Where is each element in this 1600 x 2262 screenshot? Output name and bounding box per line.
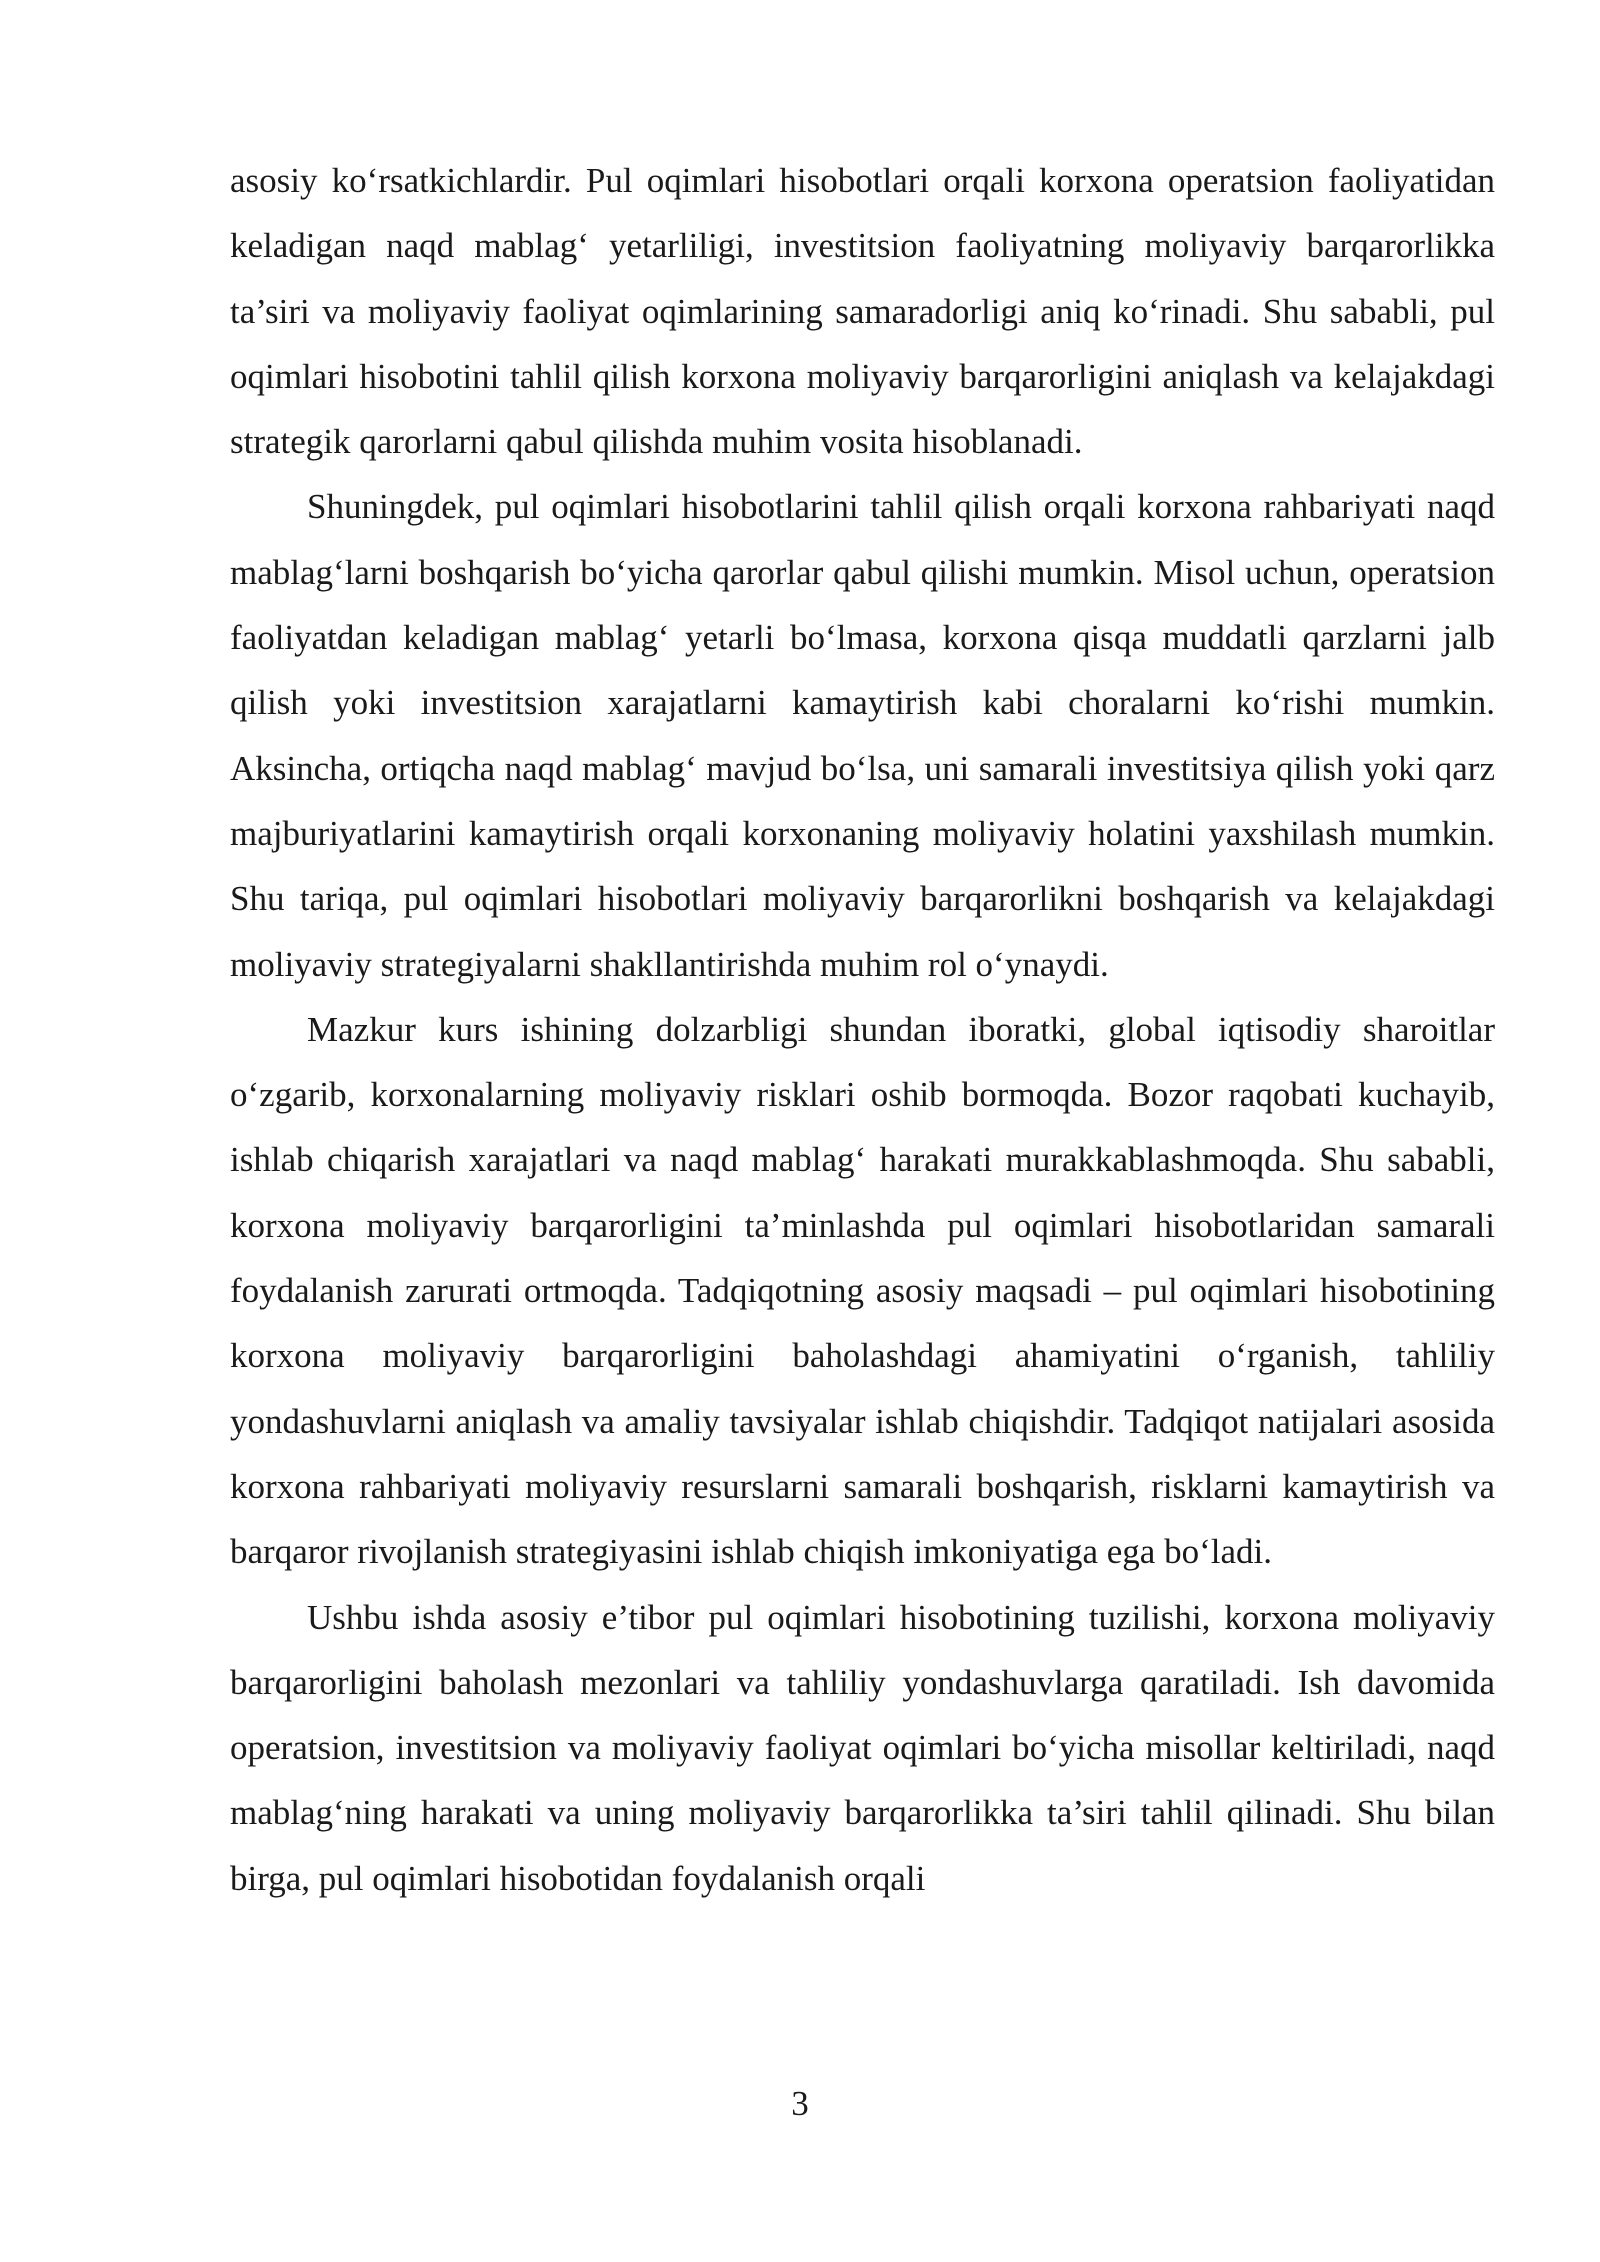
paragraph: Mazkur kurs ishining dolzarbligi shundan iboratki, global iqtisodiy sharoitlar o‘zgarib, korxonalarning moliyaviy risklari oshib bormoqda. Bozor raqobati kuchayib, ishlab chiqarish xarajatlari va naqd mablag‘ harakati murakkablashmoqda. Shu sababli, korxona moliyaviy barqarorligini ta’minlashda pul oqimlari hisobotlaridan samarali foydalanish zarurati ortmoqda. Tadqiqotning asosiy maqsadi – pul oqimlari hisobotining korxona moliyaviy barqarorligini baholashdagi ahamiyatini o‘rganish, tahliliy yondashuvlarni aniqlash va amaliy tavsiyalar ishlab chiqishdir. Tadqiqot natijalari asosida korxona rahbariyati moliyaviy resurslarni samarali boshqarish, risklarni kamaytirish va barqaror rivojlanish strategiyasini ishlab chiqish imkoniyatiga ega bo‘ladi. [230, 1009, 1495, 1572]
body-text [230, 148, 1495, 1911]
page-number: 3 [791, 2084, 809, 2123]
paragraph-continuation: asosiy ko‘rsatkichlardir. Pul oqimlari hisobotlari orqali korxona operatsion faoliyatidan keladigan naqd mablag‘ yetarliligi, investitsion faoliyatning moliyaviy barqarorlikka ta’siri va moliyaviy faoliyat oqimlarining samaradorligi aniq ko‘rinadi. Shu sababli, pul oqimlari hisobotini tahlil qilish korxona moliyaviy barqarorligini aniqlash va kelajakdagi strategik qarorlarni qabul qilishda muhim vosita hisoblanadi. [230, 161, 1495, 462]
paragraph: Shuningdek, pul oqimlari hisobotlarini tahlil qilish orqali korxona rahbariyati naqd mablag‘larni boshqarish bo‘yicha qarorlar qabul qilishi mumkin. Misol uchun, operatsion faoliyatdan keladigan mablag‘ yetarli bo‘lmasa, korxona qisqa muddatli qarzlarni jalb qilish yoki investitsion xarajatlarni kamaytirish kabi choralarni ko‘rishi mumkin. Aksincha, ortiqcha naqd mablag‘ mavjud bo‘lsa, uni samarali investitsiya qilish yoki qarz majburiyatlarini kamaytirish orqali korxonaning moliyaviy holatini yaxshilash mumkin. Shu tariqa, pul oqimlari hisobotlari moliyaviy barqarorlikni boshqarish va kelajakdagi moliyaviy strategiyalarni shakllantirishda muhim rol o‘ynaydi. [230, 487, 1495, 984]
paragraph: Ushbu ishda asosiy e’tibor pul oqimlari hisobotining tuzilishi, korxona moliyaviy barqarorligini baholash mezonlari va tahliliy yondashuvlarga qaratiladi. Ish davomida operatsion, investitsion va moliyaviy faoliyat oqimlari bo‘yicha misollar keltiriladi, naqd mablag‘ning harakati va uning moliyaviy barqarorlikka ta’siri tahlil qilinadi. Shu bilan birga, pul oqimlari hisobotidan foydalanish orqali [230, 1597, 1495, 1898]
